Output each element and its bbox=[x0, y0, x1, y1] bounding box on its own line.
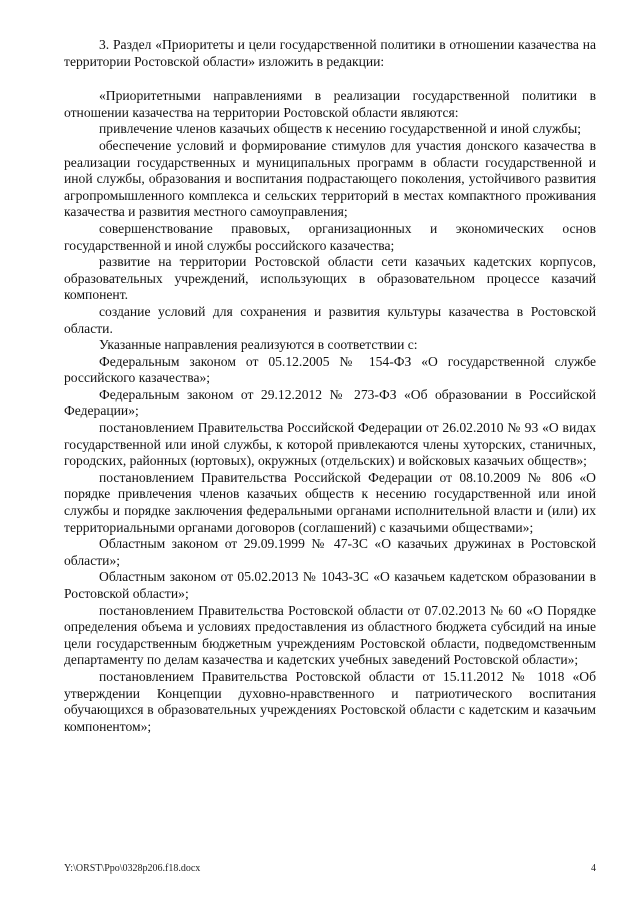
paragraph-priority-cadet: развитие на территории Ростовской области сети казачьих кадетских корпусов, образовательных учреждений, использующих в образовательном процессе казачий компонент. bbox=[64, 254, 596, 303]
paragraph-priority-service: привлечение членов казачьих обществ к несению государственной и иной службы; bbox=[99, 121, 582, 137]
paragraph-law-273: Федеральным законом от 29.12.2012 № 273-ФЗ «Об образовании в Российской Федерации»; bbox=[64, 386, 596, 419]
paragraph-priority-conditions: обеспечение условий и формирование стимулов для участия донского казачества в реализации государственных и муниципальных программ в области государственной и иной службы, образования и воспитания подрастающего поколения, устойчивого развития агропромышленного комплекса и сельских территорий в местах компактного проживания казачества и развития местного самоуправления; bbox=[64, 137, 596, 220]
footer-page-number: 4 bbox=[591, 863, 596, 874]
paragraph-priorities-intro: «Приоритетными направлениями в реализации государственной политики в отношении казачества на территории Ростовской области являются: bbox=[64, 88, 596, 120]
paragraph-basis-intro: Указанные направления реализуются в соответствии с: bbox=[99, 337, 418, 353]
paragraph-priority-culture: создание условий для сохранения и развития культуры казачества в Ростовской области. bbox=[64, 303, 596, 336]
paragraph-decree-806: постановлением Правительства Российской Федерации от 08.10.2009 № 806 «О порядке привлечения членов казачьих обществ к несению государственной или иной службы и порядке заключения федеральными органами исполнительной власти и (или) их территориальными органами договоров (соглашений) с казачьими обществами»; bbox=[64, 469, 596, 535]
paragraph-regional-law-1043: Областным законом от 05.02.2013 № 1043-ЗС «О казачьем кадетском образовании в Ростовской области»; bbox=[64, 569, 596, 601]
paragraph-decree-1018: постановлением Правительства Ростовской области от 15.11.2012 № 1018 «Об утверждении Концепции духовно-нравственного и патриотического воспитания обучающихся в образовательных учреждениях Ростовской области с кадетским и казачьим компонентом»; bbox=[64, 668, 596, 734]
page-footer bbox=[64, 863, 596, 877]
paragraph-section-3: 3. Раздел «Приоритеты и цели государственной политики в отношении казачества на территории Ростовской области» изложить в редакции: bbox=[64, 37, 596, 69]
paragraph-decree-93: постановлением Правительства Российской Федерации от 26.02.2010 № 93 «О видах государственной или иной службы, к которой привлекаются члены хуторских, станичных, городских, районных (юртовых), окружных (отдельских) и войсковых казачьих обществ»; bbox=[64, 420, 596, 469]
paragraph-regional-law-47: Областным законом от 29.09.1999 № 47-ЗС «О казачьих дружинах в Ростовской области»; bbox=[64, 536, 596, 568]
paragraph-priority-legal: совершенствование правовых, организационных и экономических основ государственной и иной службы российского казачества; bbox=[64, 220, 596, 253]
paragraph-law-154: Федеральным законом от 05.12.2005 № 154-ФЗ «О государственной службе российского казачества»; bbox=[64, 353, 596, 386]
paragraph-decree-60: постановлением Правительства Ростовской области от 07.02.2013 № 60 «О Порядке определения объема и условиях предоставления из областного бюджета субсидий на иные цели государственным бюджетным учреждениям Ростовской области, подведомственным департаменту по делам казачества и кадетских учебных заведений Ростовской области»; bbox=[64, 602, 596, 668]
document-page bbox=[64, 37, 596, 735]
footer-file-path: Y:\ORST\Ppo\0328p206.f18.docx bbox=[64, 863, 201, 874]
